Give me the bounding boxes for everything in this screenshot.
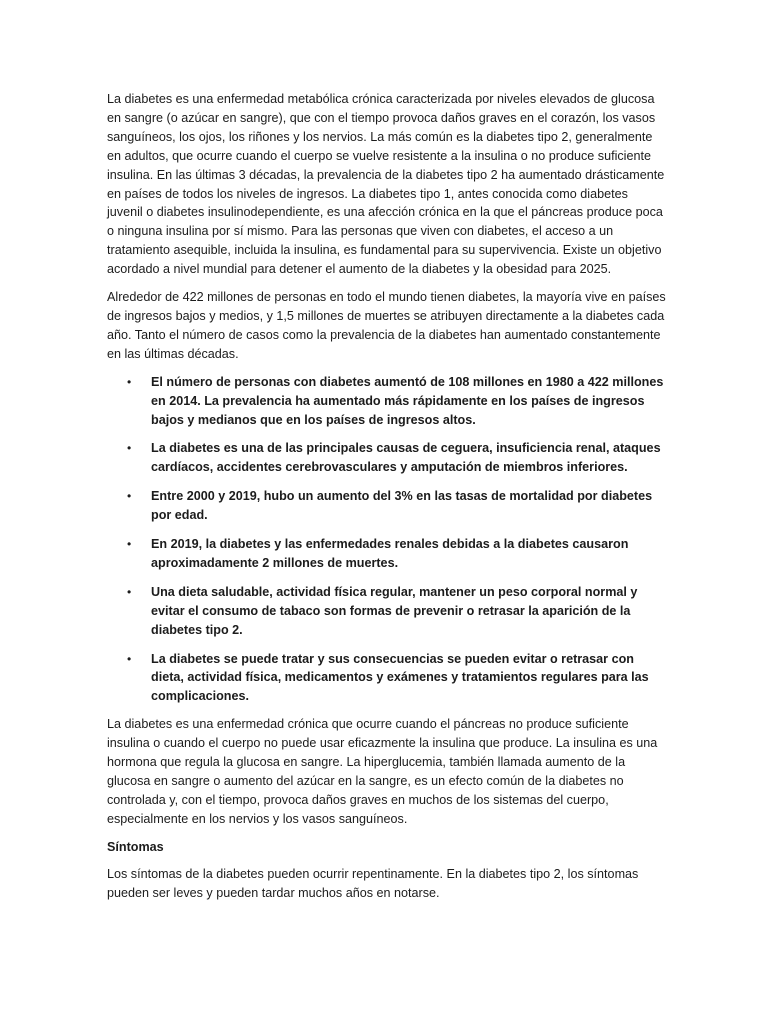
list-item	[107, 487, 667, 525]
intro-paragraph: La diabetes es una enfermedad metabólica crónica caracterizada por niveles elevados de glucosa en sangre (o azúcar en sangre), que con el tiempo provoca daños graves en el corazón, los vasos sanguíneos, los ojos, los riñones y los nervios. La más común es la diabetes tipo 2, generalmente en adultos, que ocurre cuando el cuerpo se vuelve resistente a la insulina o no produce suficiente insulina. En las últimas 3 décadas, la prevalencia de la diabetes tipo 2 ha aumentado drásticamente en países de todos los niveles de ingresos. La diabetes tipo 1, antes conocida como diabetes juvenil o diabetes insulinodependiente, es una afección crónica en la que el páncreas produce poca o ninguna insulina por sí mismo. Para las personas que viven con diabetes, el acceso a un tratamiento asequible, incluida la insulina, es fundamental para su supervivencia. Existe un objetivo acordado a nivel mundial para detener el aumento de la diabetes y la obesidad para 2025.	[107, 92, 665, 277]
bullet-icon: •	[127, 584, 132, 599]
section-heading-symptoms: Síntomas	[107, 839, 164, 854]
definition-paragraph: La diabetes es una enfermedad crónica que ocurre cuando el páncreas no produce suficiente insulina o cuando el cuerpo no puede usar eficazmente la insulina que produce. La insulina es una hormona que regula la glucosa en sangre. La hiperglucemia, también llamada aumento de la glucosa en sangre o aumento del azúcar en la sangre, es un efecto común de la diabetes no controlada y, con el tiempo, provoca daños graves en muchos de los sistemas del cuerpo, especialmente en los nervios y los vasos sanguíneos.	[107, 717, 658, 826]
list-item-text: Una dieta saludable, actividad física regular, mantener un peso corporal normal y evitar el consumo de tabaco son formas de prevenir o retrasar la aparición de la diabetes tipo 2.	[151, 584, 638, 637]
symptoms-paragraph: Los síntomas de la diabetes pueden ocurrir repentinamente. En la diabetes tipo 2, los síntomas pueden ser leves y pueden tardar muchos años en notarse.	[107, 866, 639, 900]
document-body	[107, 90, 667, 911]
list-item-text: La diabetes se puede tratar y sus consecuencias se pueden evitar o retrasar con dieta, actividad física, medicamentos y exámenes y tratamientos regulares para las complicaciones.	[151, 651, 649, 704]
bullet-icon: •	[127, 651, 132, 666]
list-item-text: Entre 2000 y 2019, hubo un aumento del 3% en las tasas de mortalidad por diabetes por edad.	[151, 489, 653, 523]
list-item-text: El número de personas con diabetes aumentó de 108 millones en 1980 a 422 millones en 2014. La prevalencia ha aumentado más rápidamente en los países de ingresos bajos y medianos que en los países de ingresos altos.	[151, 374, 664, 427]
bullet-icon: •	[127, 441, 132, 456]
list-item-text: En 2019, la diabetes y las enfermedades renales debidas a la diabetes causaron aproximadamente 2 millones de muertes.	[151, 537, 629, 570]
key-facts-list	[107, 373, 667, 707]
bullet-icon: •	[127, 537, 132, 552]
list-item	[107, 650, 667, 707]
list-item	[107, 373, 667, 430]
list-item	[107, 439, 667, 477]
list-item	[107, 535, 667, 573]
bullet-icon: •	[127, 374, 132, 389]
list-item	[107, 583, 667, 640]
prevalence-paragraph: Alrededor de 422 millones de personas en todo el mundo tienen diabetes, la mayoría vive en países de ingresos bajos y medios, y 1,5 millones de muertes se atribuyen directamente a la diabetes cada año. Tanto el número de casos como la prevalencia de la diabetes han aumentado constantemente en las últimas décadas.	[107, 290, 666, 361]
bullet-icon: •	[127, 489, 132, 504]
list-item-text: La diabetes es una de las principales causas de ceguera, insuficiencia renal, ataques cardíacos, accidentes cerebrovasculares y amputación de miembros inferiores.	[151, 441, 661, 475]
